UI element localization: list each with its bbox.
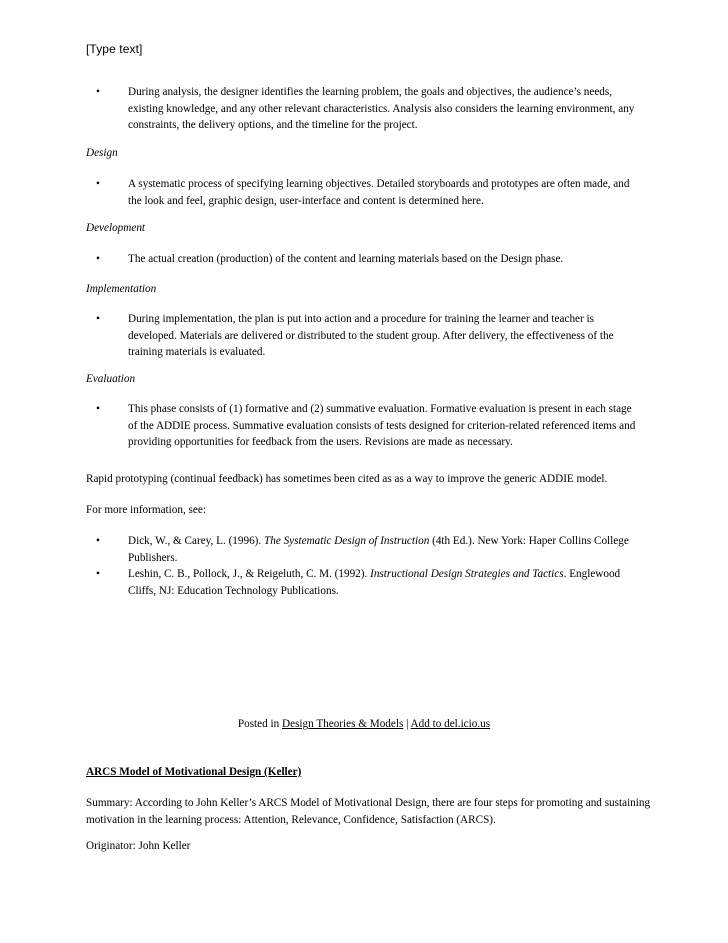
add-to-delicious-link[interactable]: Add to del.icio.us: [410, 718, 491, 730]
bullet-icon: •: [96, 178, 100, 190]
rapid-prototyping-paragraph: Rapid prototyping (continual feedback) has sometimes been cited as as a way to improve the generic ADDIE model.: [86, 473, 608, 485]
more-info-paragraph: For more information, see:: [86, 504, 206, 516]
reference-title: Instructional Design Strategies and Tactics: [370, 568, 564, 580]
arcs-summary: Summary: According to John Keller’s ARCS Model of Motivational Design, there are four steps for promoting and sustaining motivation in the learning process: Attention, Relevance, Confidence, Satisfaction (ARCS).: [86, 797, 651, 826]
bullet-icon: •: [96, 253, 100, 265]
bullet-icon: •: [96, 86, 100, 98]
reference-title: The Systematic Design of Instruction: [264, 535, 430, 547]
evaluation-list: [96, 401, 641, 451]
reference-item: • Leshin, C. B., Pollock, J., & Reigeluth, C. M. (1992). Instructional Design Strategies and Tactics. Englewood Cliffs, NJ: Education Technology Publications.: [96, 568, 621, 597]
arcs-originator: Originator: John Keller: [86, 840, 191, 852]
page-header: [Type text]: [86, 42, 143, 56]
bullet-icon: •: [96, 403, 100, 415]
development-heading: Development: [86, 222, 146, 234]
list-item: • A systematic process of specifying learning objectives. Detailed storyboards and prototypes are often made, and the look and feel, graphic design, user-interface and content is determined here.: [96, 178, 630, 207]
analysis-list: [96, 84, 641, 134]
bullet-icon: •: [96, 535, 100, 547]
evaluation-heading: Evaluation: [86, 373, 136, 385]
list-item: • During implementation, the plan is put into action and a procedure for training the learner and teacher is developed. Materials are delivered or distributed to the student group. After delivery, the effectiveness of the training materials is evaluated.: [96, 313, 614, 358]
posted-line: Posted in Design Theories & Models | Add to del.icio.us: [237, 718, 491, 730]
reference-item: • Dick, W., & Carey, L. (1996). The Systematic Design of Instruction (4th Ed.). New York: Haper Collins College Publishers.: [96, 535, 629, 564]
references-list: [96, 533, 641, 599]
design-list: [96, 176, 641, 209]
category-link[interactable]: Design Theories & Models: [282, 718, 404, 730]
list-item: • The actual creation (production) of the content and learning materials based on the Design phase.: [96, 251, 641, 268]
development-list: [96, 251, 641, 268]
list-item: • During analysis, the designer identifies the learning problem, the goals and objectives, the audience’s needs, existing knowledge, and any other relevant characteristics. Analysis also considers the learning environment, any constraints, the delivery options, and the timeline for the project.: [96, 86, 635, 131]
bullet-icon: •: [96, 313, 100, 325]
design-heading: Design: [86, 147, 118, 159]
list-item: • This phase consists of (1) formative and (2) summative evaluation. Formative evaluation is present in each stage of the ADDIE process. Summative evaluation consists of tests designed for criterion-related referenced items and providing opportunities for feedback from the users. Revisions are made as necessary.: [96, 403, 636, 448]
implementation-list: [96, 311, 641, 361]
bullet-icon: •: [96, 568, 100, 580]
arcs-title: ARCS Model of Motivational Design (Keller): [86, 766, 302, 778]
implementation-heading: Implementation: [86, 283, 157, 295]
